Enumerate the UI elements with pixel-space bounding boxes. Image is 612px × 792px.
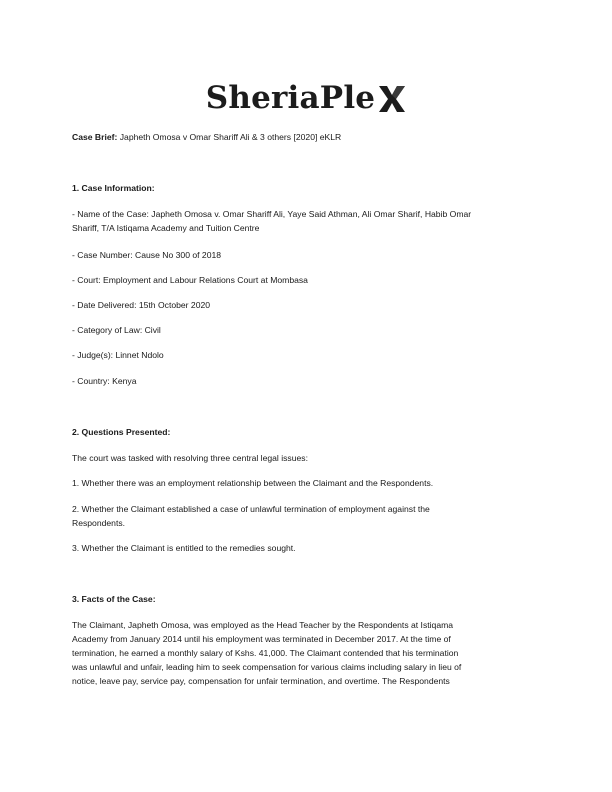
- question-item-2: 2. Whether the Claimant established a case of unlawful termination of employment against the: [72, 504, 430, 514]
- logo-x-mark-icon: [376, 84, 406, 114]
- facts-paragraph-line: notice, leave pay, service pay, compensation for unfair termination, and overtime. The Respondents: [72, 676, 450, 686]
- facts-paragraph-line: Academy from January 2014 until his employment was terminated in December 2017. At the time of: [72, 634, 451, 644]
- section-heading-facts: 3. Facts of the Case:: [72, 594, 156, 604]
- country-line: - Country: Kenya: [72, 376, 137, 386]
- case-name-line: - Name of the Case: Japheth Omosa v. Omar Shariff Ali, Yaye Said Athman, Ali Omar Sharif, Habib Omar: [72, 209, 472, 219]
- section-heading-questions-presented: 2. Questions Presented:: [72, 427, 171, 437]
- logo-text: SheriaPle: [205, 80, 376, 116]
- category-of-law-line: - Category of Law: Civil: [72, 325, 161, 335]
- case-brief-value: Japheth Omosa v Omar Shariff Ali & 3 others [2020] eKLR: [117, 132, 342, 142]
- judges-line: - Judge(s): Linnet Ndolo: [72, 350, 164, 360]
- facts-paragraph-line: termination, he earned a monthly salary of Kshs. 41,000. The Claimant contended that his termination: [72, 648, 459, 658]
- questions-intro: The court was tasked with resolving three central legal issues:: [72, 453, 308, 463]
- date-delivered-line: - Date Delivered: 15th October 2020: [72, 300, 211, 310]
- case-brief-label: Case Brief:: [72, 132, 118, 142]
- case-brief-line: [72, 130, 540, 144]
- question-item-3: 3. Whether the Claimant is entitled to the remedies sought.: [72, 543, 296, 553]
- facts-paragraph-line: The Claimant, Japheth Omosa, was employed as the Head Teacher by the Respondents at Istiqama: [72, 620, 454, 630]
- case-name-continuation: Shariff, T/A Istiqama Academy and Tuition Centre: [72, 223, 260, 233]
- facts-paragraph-line: was unlawful and unfair, leading him to seek compensation for various claims including salary in lieu of: [72, 662, 462, 672]
- case-number-line: - Case Number: Cause No 300 of 2018: [72, 250, 222, 260]
- section-heading-case-information: 1. Case Information:: [72, 183, 155, 193]
- question-item-1: 1. Whether there was an employment relationship between the Claimant and the Respondents.: [72, 478, 434, 488]
- sheriaplex-logo: [0, 78, 612, 118]
- question-item-2-continuation: Respondents.: [72, 518, 126, 528]
- court-line: - Court: Employment and Labour Relations Court at Mombasa: [72, 275, 308, 285]
